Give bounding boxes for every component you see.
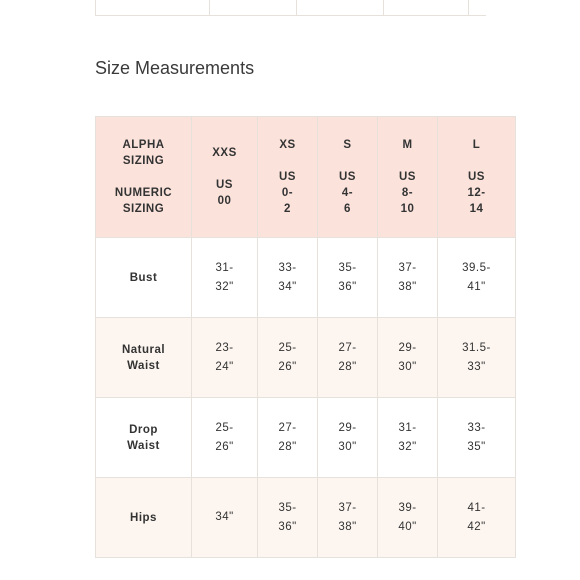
- table-row: [96, 238, 516, 318]
- numeric-size: US: [216, 179, 233, 191]
- measurement-value-text: 41-: [467, 501, 486, 514]
- measurement-value: [192, 398, 258, 478]
- size-table-scroll-area[interactable]: [95, 116, 491, 556]
- measurement-value-text: 33-: [278, 261, 297, 274]
- measurement-value: [318, 238, 378, 318]
- measurement-value-text: 39-: [398, 501, 417, 514]
- spacer: [258, 153, 317, 169]
- alpha-sizing-label: SIZING: [122, 155, 165, 167]
- table-cell: [96, 0, 210, 16]
- measurement-value: [192, 318, 258, 398]
- spacer: [438, 153, 515, 169]
- spacer: [378, 153, 437, 169]
- alpha-size: M: [402, 139, 413, 151]
- measurement-value-text: 26": [215, 440, 234, 453]
- numeric-size: 8-: [401, 187, 414, 199]
- previous-table-remnant: [95, 0, 486, 16]
- measurement-value: [378, 478, 438, 558]
- measurement-label-text: Waist: [127, 359, 160, 372]
- size-column-header: [192, 117, 258, 238]
- spacer: [192, 161, 257, 177]
- table-body: [96, 238, 516, 558]
- measurement-value: [438, 318, 516, 398]
- measurement-value-text: 31.5-: [462, 341, 491, 354]
- numeric-size: US: [339, 171, 356, 183]
- measurement-value-text: 25-: [278, 341, 297, 354]
- measurement-value: [192, 238, 258, 318]
- measurement-value-text: 32": [215, 280, 234, 293]
- measurement-label: [96, 318, 192, 398]
- measurement-label-text: Natural: [121, 343, 166, 356]
- measurement-label-text: Drop: [129, 423, 158, 436]
- measurement-label: [96, 238, 192, 318]
- measurement-value-text: 38": [398, 280, 417, 293]
- numeric-size: 14: [469, 203, 484, 215]
- measurement-value-text: 32": [398, 440, 417, 453]
- measurement-value: [258, 318, 318, 398]
- measurement-value-text: 42": [467, 520, 486, 533]
- numeric-size: 2: [284, 203, 291, 215]
- table-row: [96, 478, 516, 558]
- measurement-value-text: 23-: [215, 341, 234, 354]
- numeric-size: 0-: [281, 187, 294, 199]
- table-cell: [209, 0, 297, 16]
- measurement-label: [96, 478, 192, 558]
- measurement-value-text: 28": [278, 440, 297, 453]
- measurement-value: [258, 478, 318, 558]
- numeric-size: 10: [400, 203, 415, 215]
- measurement-value-text: 37-: [398, 261, 417, 274]
- measurement-value-text: 31-: [215, 261, 234, 274]
- measurement-value: [378, 398, 438, 478]
- measurement-value: [438, 398, 516, 478]
- measurement-value-text: 33": [467, 360, 486, 373]
- measurement-value-text: 35": [467, 440, 486, 453]
- spacer: [96, 169, 191, 185]
- measurement-value-text: 34": [278, 280, 297, 293]
- alpha-size: S: [343, 139, 352, 151]
- numeric-size: 4-: [341, 187, 354, 199]
- measurement-value-text: 27-: [278, 421, 297, 434]
- size-measurements-table: [95, 116, 516, 558]
- measurement-value-text: 30": [398, 360, 417, 373]
- measurement-value-text: 27-: [338, 341, 357, 354]
- measurement-value: [258, 238, 318, 318]
- size-column-header: [438, 117, 516, 238]
- measurement-value-text: 34": [215, 511, 234, 523]
- numeric-size: 6: [344, 203, 351, 215]
- measurement-value-text: 40": [398, 520, 417, 533]
- measurement-label-text: Hips: [130, 511, 157, 524]
- numeric-size: US: [468, 171, 485, 183]
- measurement-value: [378, 238, 438, 318]
- measurement-value: [318, 478, 378, 558]
- measurement-value-text: 31-: [398, 421, 417, 434]
- measurement-value-text: 38": [338, 520, 357, 533]
- measurement-value: [378, 318, 438, 398]
- measurement-value-text: 35-: [338, 261, 357, 274]
- table-cell: [296, 0, 384, 16]
- measurement-value-text: 36": [338, 280, 357, 293]
- table-row: [96, 398, 516, 478]
- alpha-sizing-label: ALPHA: [122, 139, 165, 151]
- measurement-value: [258, 398, 318, 478]
- numeric-size: US: [399, 171, 416, 183]
- table-cell: [383, 0, 469, 16]
- measurement-value-text: 36": [278, 520, 297, 533]
- header-corner-cell: [96, 117, 192, 238]
- measurement-label-text: Waist: [127, 439, 160, 452]
- measurement-value-text: 26": [278, 360, 297, 373]
- measurement-label: [96, 398, 192, 478]
- measurement-value-text: 39.5-: [462, 261, 491, 274]
- measurement-value: [318, 398, 378, 478]
- measurement-value-text: 33-: [467, 421, 486, 434]
- alpha-size: XS: [279, 139, 296, 151]
- table-row: [96, 318, 516, 398]
- numeric-sizing-label: SIZING: [122, 203, 165, 215]
- spacer: [318, 153, 377, 169]
- alpha-size: L: [472, 139, 481, 151]
- measurement-value-text: 24": [215, 360, 234, 373]
- measurement-value-text: 28": [338, 360, 357, 373]
- measurement-value-text: 35-: [278, 501, 297, 514]
- numeric-size: 12-: [467, 187, 486, 199]
- alpha-size: XXS: [212, 147, 237, 159]
- measurement-value-text: 30": [338, 440, 357, 453]
- numeric-sizing-label: NUMERIC: [114, 187, 173, 199]
- size-column-header: [378, 117, 438, 238]
- measurement-value-text: 29-: [398, 341, 417, 354]
- section-title: Size Measurements: [95, 58, 255, 78]
- measurement-value-text: 37-: [338, 501, 357, 514]
- size-column-header: [258, 117, 318, 238]
- measurement-value: [192, 478, 258, 558]
- size-column-header: [318, 117, 378, 238]
- measurement-value: [438, 478, 516, 558]
- measurement-value-text: 25-: [215, 421, 234, 434]
- measurement-value-text: 29-: [338, 421, 357, 434]
- measurement-label-text: Bust: [129, 271, 158, 284]
- measurement-value-text: 41": [467, 280, 486, 293]
- measurement-value: [438, 238, 516, 318]
- table-header-row: [96, 117, 516, 238]
- numeric-size: US: [279, 171, 296, 183]
- numeric-size: 00: [217, 195, 232, 207]
- measurement-value: [318, 318, 378, 398]
